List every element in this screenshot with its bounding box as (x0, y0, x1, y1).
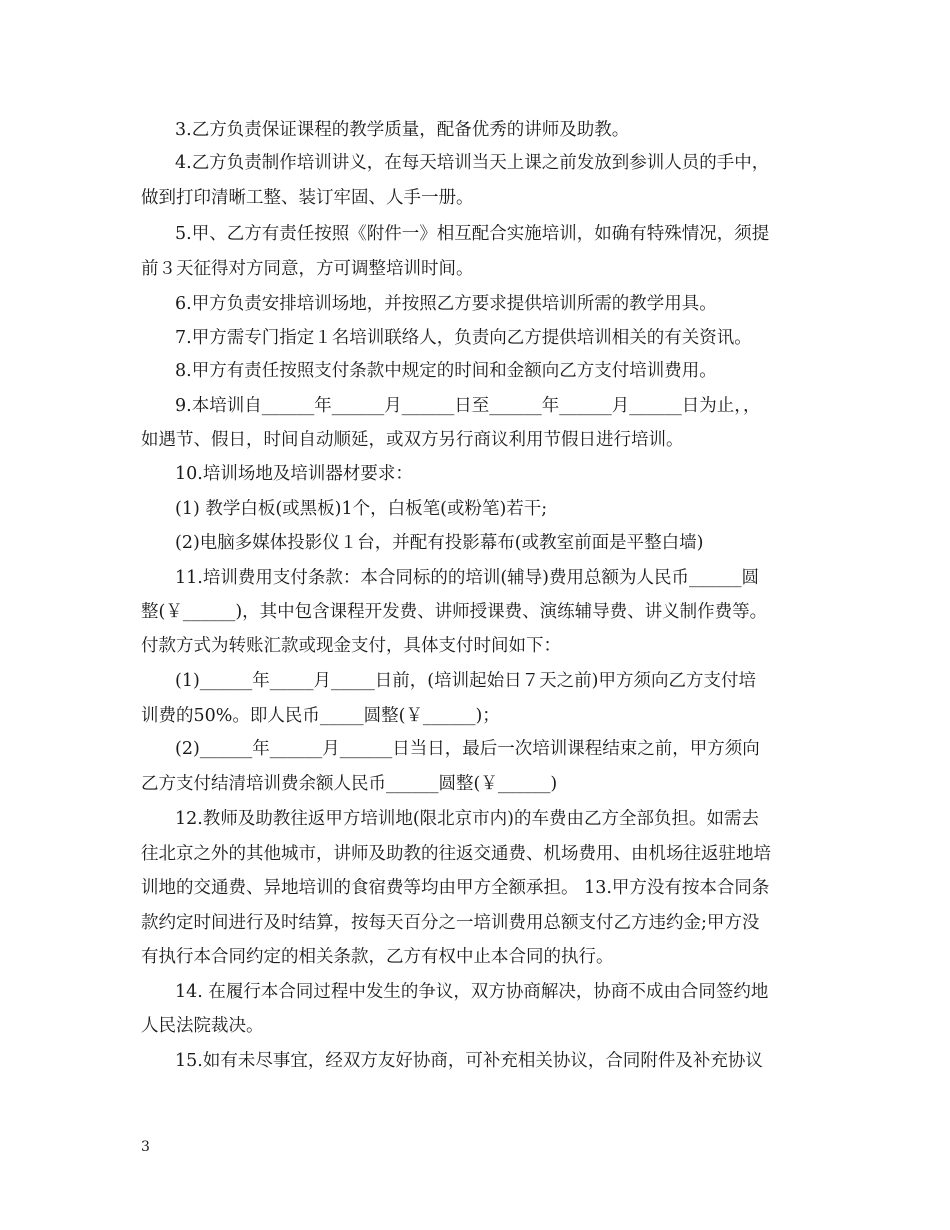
clause-8-line-1: 8.甲方有责任按照支付条款中规定的时间和金额向乙方支付培训费用。 (175, 361, 717, 381)
clause-5-line-2: 前３天征得对方同意，方可调整培训时间。 (141, 259, 474, 279)
clause-5-line-1: 5.甲、乙方有责任按照《附件一》相互配合实施培训，如确有特殊情况，须提 (175, 224, 770, 244)
clause-9-line-1: 9.本培训自______年______月______日至______年______月______日为止，， (175, 396, 761, 416)
clause-9-line-2: 如遇节、假日，时间自动顺延，或双方另行商议利用节假日进行培训。 (141, 430, 684, 450)
clause-15-line-1: 15.如有未尽事宜，经双方友好协商，可补充相关协议，合同附件及补充协议 (175, 1051, 763, 1071)
clause-14-line-2: 人民法院裁决。 (141, 1016, 264, 1036)
clause-13-line-1: 款约定时间进行及时结算，按每天百分之一培训费用总额支付乙方违约金;甲方没 (141, 913, 760, 933)
clause-11-item-2-line-2: 乙方支付结清培训费余额人民币______圆整(￥______) (141, 774, 558, 794)
clause-11-item-1-line-1: (1)______年_____月_____日前，(培训起始日７天之前)甲方须向乙方支付培 (175, 671, 756, 691)
clause-11-line-2: 整(￥______)，其中包含课程开发费、讲师授课费、演练辅导费、讲义制作费等。 (141, 602, 768, 622)
clause-6-line-1: 6.甲方负责安排培训场地，并按照乙方要求提供培训所需的教学用具。 (175, 294, 717, 314)
clause-12-line-1: 12.教师及助教往返甲方培训地(限北京市内)的车费由乙方全部负担。如需去 (175, 809, 759, 829)
clause-10-line-1: 10.培训场地及培训器材要求： (175, 464, 413, 484)
clause-13-line-2: 有执行本合同约定的相关条款，乙方有权中止本合同的执行。 (141, 947, 614, 967)
clause-11-line-1: 11.培训费用支付条款：本合同标的的培训(辅导)费用总额为人民币______圆 (175, 568, 759, 588)
page-number: 3 (141, 1139, 150, 1155)
clause-11-item-2-line-1: (2)______年______月______日当日，最后一次培训课程结束之前，甲方须向 (175, 739, 760, 759)
clause-12-line-3: 训地的交通费、异地培训的食宿费等均由甲方全额承担。 13.甲方没有按本合同条 (141, 878, 770, 898)
clause-11-line-3: 付款方式为转账汇款或现金支付，具体支付时间如下： (141, 636, 561, 656)
clause-10-item-2: (2)电脑多媒体投影仪１台，并配有投影幕布(或教室前面是平整白墙) (175, 533, 704, 553)
clause-7-line-1: 7.甲方需专门指定１名培训联络人，负责向乙方提供培训相关的有关资讯。 (175, 328, 752, 348)
clause-10-item-1: (1) 教学白板(或黑板)1个，白板笔(或粉笔)若干; (175, 499, 548, 519)
clause-12-line-2: 往北京之外的其他城市，讲师及助教的往返交通费、机场费用、由机场往返驻地培 (141, 844, 771, 864)
clause-4-line-2: 做到打印清晰工整、装订牢固、人手一册。 (141, 188, 474, 208)
clause-14-line-1: 14. 在履行本合同过程中发生的争议，双方协商解决，协商不成由合同签约地 (175, 982, 769, 1002)
clause-11-item-1-line-2: 训费的50%。即人民币_____圆整(￥______)； (141, 706, 500, 726)
clause-3-line-1: 3.乙方负责保证课程的教学质量，配备优秀的讲师及助教。 (175, 120, 630, 140)
clause-4-line-1: 4.乙方负责制作培训讲义，在每天培训当天上课之前发放到参训人员的手中， (175, 153, 770, 173)
